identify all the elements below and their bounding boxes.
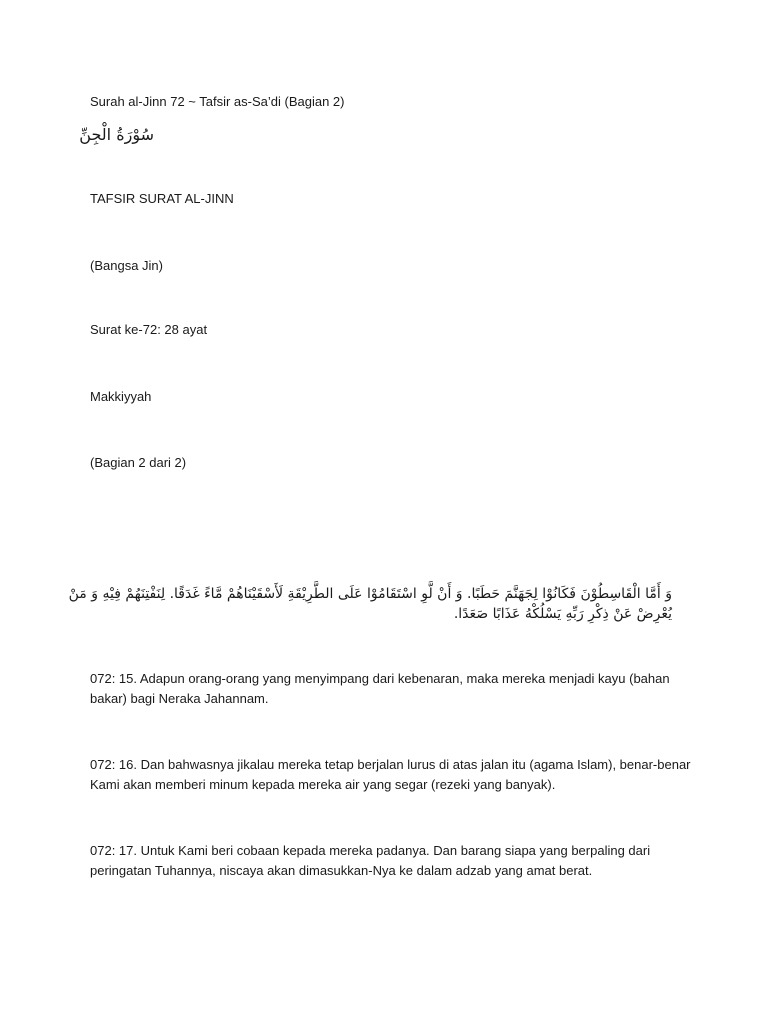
arabic-surah-title: سُوْرَةُ الْجِنِّ xyxy=(79,125,154,144)
verse-translation-15 xyxy=(90,669,680,709)
document-title: Surah al-Jinn 72 ~ Tafsir as-Sa’di (Bagian 2) xyxy=(90,94,345,109)
surah-subtitle: (Bangsa Jin) xyxy=(90,258,163,273)
verse-translation-line: peringatan Tuhannya, niscaya akan dimasukkan-Nya ke dalam adzab yang amat berat. xyxy=(90,863,593,878)
verse-translation-line: 072: 16. Dan bahwasnya jikalau mereka tetap berjalan lurus di atas jalan itu (agama Islam), benar-benar xyxy=(90,757,691,772)
verse-translation-line: Kami akan memberi minum kepada mereka air yang segar (rezeki yang banyak). xyxy=(90,777,556,792)
verse-translation-line: bakar) bagi Neraka Jahannam. xyxy=(90,691,269,706)
arabic-verse-line-2: يُعْرِضْ عَنْ ذِكْرِ رَبِّهِ يَسْلُكْهُ عَذَابًا صَعَدًا. xyxy=(453,606,672,622)
part-label: (Bagian 2 dari 2) xyxy=(90,455,187,470)
surah-info: Surat ke-72: 28 ayat xyxy=(90,322,208,337)
verse-translation-17 xyxy=(90,841,680,881)
verse-translation-line: 072: 17. Untuk Kami beri cobaan kepada mereka padanya. Dan barang siapa yang berpaling dari xyxy=(90,843,651,858)
surah-category: Makkiyyah xyxy=(90,389,152,404)
verse-translation-16 xyxy=(90,755,691,795)
verse-translation-line: 072: 15. Adapun orang-orang yang menyimpang dari kebenaran, maka mereka menjadi kayu (bahan xyxy=(90,671,670,686)
arabic-verse-line-1: وَ أَمَّا الْقَاسِطُوْنَ فَكَانُوْا لِجَهَنَّمَ حَطَبًا. وَ أَنْ لَّوِ اسْتَقَامُوْا عَلَى الطَّرِيْقَةِ لَأَسْقَيْنَاهُمْ مَّاءً غَدَقًا. لِنَفْتِنَهُمْ فِيْهِ وَ مَنْ xyxy=(68,586,672,602)
tafsir-heading: TAFSIR SURAT AL-JINN xyxy=(90,191,234,206)
